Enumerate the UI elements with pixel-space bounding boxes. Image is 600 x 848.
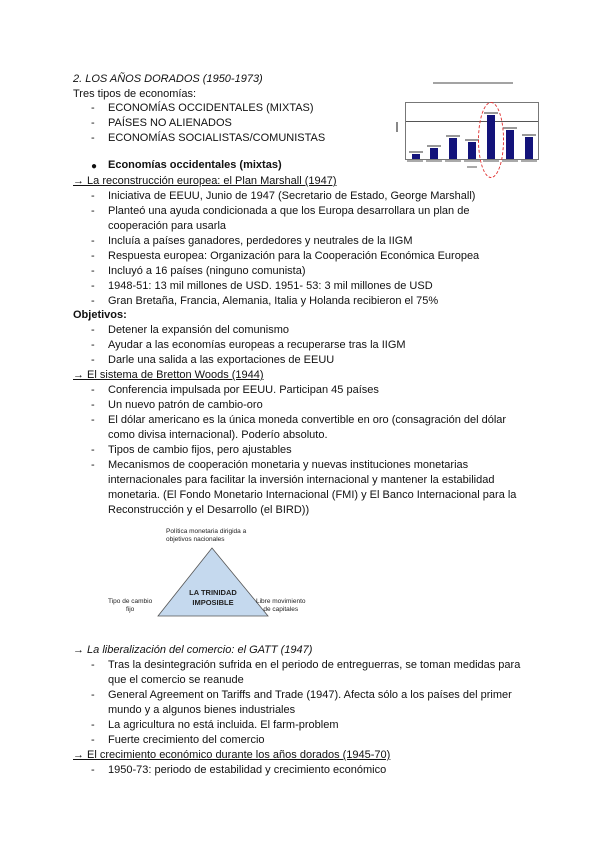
objectives-heading: Objetivos:: [73, 309, 127, 321]
x-tick-label: [426, 160, 442, 162]
gatt-heading: → La liberalización del comercio: el GATT (1947): [73, 644, 313, 656]
chart-y-label: [396, 122, 398, 132]
gridline: [406, 121, 538, 122]
bretton-item-continuation: internacionales para facilitar la inversión internacional y mantener la estabilidad: [108, 474, 495, 486]
x-tick-label: [502, 160, 518, 162]
bar-chart: [393, 78, 549, 178]
bretton-item-continuation: monetaria. (El Fondo Monetario Internacional (FMI) y El Banco Internacional para la: [108, 489, 517, 501]
gatt-item: Tras la desintegración sufrida en el periodo de entreguerras, se toman medidas para: [108, 659, 521, 671]
bar-value-label: [409, 151, 423, 153]
economy-type-item: ECONOMÍAS OCCIDENTALES (MIXTAS): [108, 102, 314, 114]
impossible-trinity-diagram: [100, 520, 340, 630]
dash-marker: -: [91, 132, 95, 144]
gatt-item: General Agreement on Tariffs and Trade (1947). Afecta sólo a los países del primer: [108, 689, 512, 701]
chart-plot-area: [405, 102, 539, 160]
objective-item: Detener la expansión del comunismo: [108, 324, 289, 336]
gatt-item: Fuerte crecimiento del comercio: [108, 734, 265, 746]
dash-marker: -: [91, 295, 95, 307]
chart-bar: [506, 130, 514, 159]
dash-marker: -: [91, 117, 95, 129]
dash-marker: -: [91, 190, 95, 202]
chart-x-label: [467, 166, 477, 168]
dash-marker: -: [91, 734, 95, 746]
x-tick-label: [521, 160, 537, 162]
chart-bar: [430, 148, 438, 159]
chart-title: [433, 82, 513, 84]
marshall-item: Iniciativa de EEUU, Junio de 1947 (Secretario de Estado, George Marshall): [108, 190, 476, 202]
trinity-center-label: LA TRINIDAD IMPOSIBLE: [189, 588, 237, 607]
dash-marker: -: [91, 354, 95, 366]
marshall-item: Planteó una ayuda condicionada a que los Europa desarrollara un plan de: [108, 205, 470, 217]
marshall-heading: → La reconstrucción europea: el Plan Marshall (1947): [73, 175, 337, 187]
bretton-item: Tipos de cambio fijos, pero ajustables: [108, 444, 292, 456]
bar-value-label: [446, 135, 460, 137]
marshall-item: Incluía a países ganadores, perdedores y neutrales de la IIGM: [108, 235, 413, 247]
marshall-item: Respuesta europea: Organización para la Cooperación Económica Europea: [108, 250, 480, 262]
dash-marker: -: [91, 250, 95, 262]
bretton-item-continuation: como divisa internacional). Poderío absoluto.: [108, 429, 328, 441]
bretton-heading: → El sistema de Bretton Woods (1944): [73, 369, 264, 381]
dash-marker: -: [91, 205, 95, 217]
dash-marker: -: [91, 324, 95, 336]
gatt-item-continuation: mundo y a algunos bienes industriales: [108, 704, 296, 716]
dash-marker: -: [91, 265, 95, 277]
trinity-left-label: Tipo de cambio fijo: [108, 598, 153, 613]
chart-bar: [412, 154, 420, 159]
chart-bar: [468, 142, 476, 159]
dash-marker: -: [91, 444, 95, 456]
bretton-item: Mecanismos de cooperación monetaria y nuevas instituciones monetarias: [108, 459, 469, 471]
bullet-icon: ●: [91, 161, 98, 172]
bar-value-label: [465, 139, 479, 141]
dash-marker: -: [91, 689, 95, 701]
dash-marker: -: [91, 414, 95, 426]
bar-value-label: [427, 145, 441, 147]
growth-item: 1950-73: periodo de estabilidad y crecimiento económico: [108, 764, 387, 776]
highlight-ellipse: [478, 102, 504, 178]
dash-marker: -: [91, 384, 95, 396]
bretton-item: El dólar americano es la única moneda convertible en oro (consagración del dólar: [108, 414, 507, 426]
dash-marker: -: [91, 459, 95, 471]
section-title: 2. LOS AÑOS DORADOS (1950-1973): [73, 73, 263, 85]
objective-item: Darle una salida a las exportaciones de EEUU: [108, 354, 335, 366]
dash-marker: -: [91, 102, 95, 114]
dash-marker: -: [91, 659, 95, 671]
dash-marker: -: [91, 280, 95, 292]
marshall-item-continuation: cooperación para usarla: [108, 220, 227, 232]
growth-heading: → El crecimiento económico durante los años dorados (1945-70): [73, 749, 391, 761]
economy-type-item: ECONOMÍAS SOCIALISTAS/COMUNISTAS: [108, 132, 326, 144]
trinity-right-label: Libre movimiento de capitales: [256, 598, 306, 613]
marshall-item: Incluyó a 16 países (ninguno comunista): [108, 265, 306, 277]
dash-marker: -: [91, 339, 95, 351]
bar-value-label: [522, 134, 536, 136]
dash-marker: -: [91, 235, 95, 247]
gatt-item: La agricultura no está incluida. El farm-problem: [108, 719, 339, 731]
objective-item: Ayudar a las economías europeas a recuperarse tras la IIGM: [108, 339, 406, 351]
x-tick-label: [407, 160, 423, 162]
bar-value-label: [503, 127, 517, 129]
bretton-item: Un nuevo patrón de cambio-oro: [108, 399, 263, 411]
bretton-item-continuation: Reconstrucción y el Desarrollo (el BIRD)): [108, 504, 310, 516]
marshall-item: Gran Bretaña, Francia, Alemania, Italia y Holanda recibieron el 75%: [108, 295, 439, 307]
dash-marker: -: [91, 719, 95, 731]
bretton-item: Conferencia impulsada por EEUU. Participan 45 países: [108, 384, 379, 396]
gatt-item-continuation: que el comercio se reanude: [108, 674, 244, 686]
intro-text: Tres tipos de economías:: [73, 88, 197, 100]
economy-type-item: PAÍSES NO ALIENADOS: [108, 117, 232, 129]
chart-bar: [525, 137, 533, 159]
dash-marker: -: [91, 764, 95, 776]
marshall-item: 1948-51: 13 mil millones de USD. 1951- 53: 3 mil millones de USD: [108, 280, 433, 292]
x-tick-label: [445, 160, 461, 162]
dash-marker: -: [91, 399, 95, 411]
trinity-top-label: Política monetaria dirigida a objetivos nacionales: [166, 528, 247, 543]
x-tick-label: [464, 160, 480, 162]
chart-bar: [449, 138, 457, 159]
subsection-heading: Economías occidentales (mixtas): [108, 159, 282, 171]
